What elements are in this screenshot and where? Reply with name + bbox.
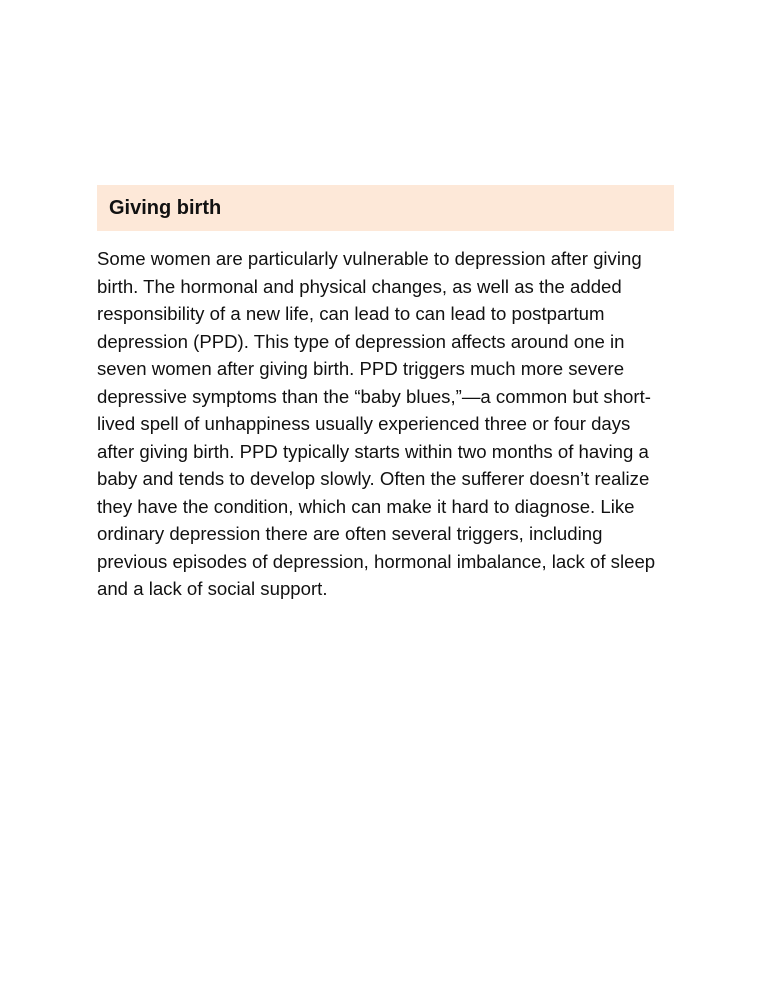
body-paragraph: Some women are particularly vulnerable to depression after giving birth. The hormonal and physical changes, as well as the added responsibility of a new life, can lead to can lead to postpartum depression (PPD). This type of depression affects around one in seven women after giving birth. PPD triggers much more severe depressive symptoms than the “baby blues,”—a common but short-lived spell of unhappiness usually experienced three or four days after giving birth. PPD typically starts within two months of having a baby and tends to develop slowly. Often the sufferer doesn’t realize they have the condition, which can make it hard to diagnose. Like ordinary depression there are often several triggers, including previous episodes of depression, hormonal imbalance, lack of sleep and a lack of social support. (97, 248, 656, 599)
section-title: Giving birth (109, 197, 222, 219)
section-header (97, 185, 674, 231)
